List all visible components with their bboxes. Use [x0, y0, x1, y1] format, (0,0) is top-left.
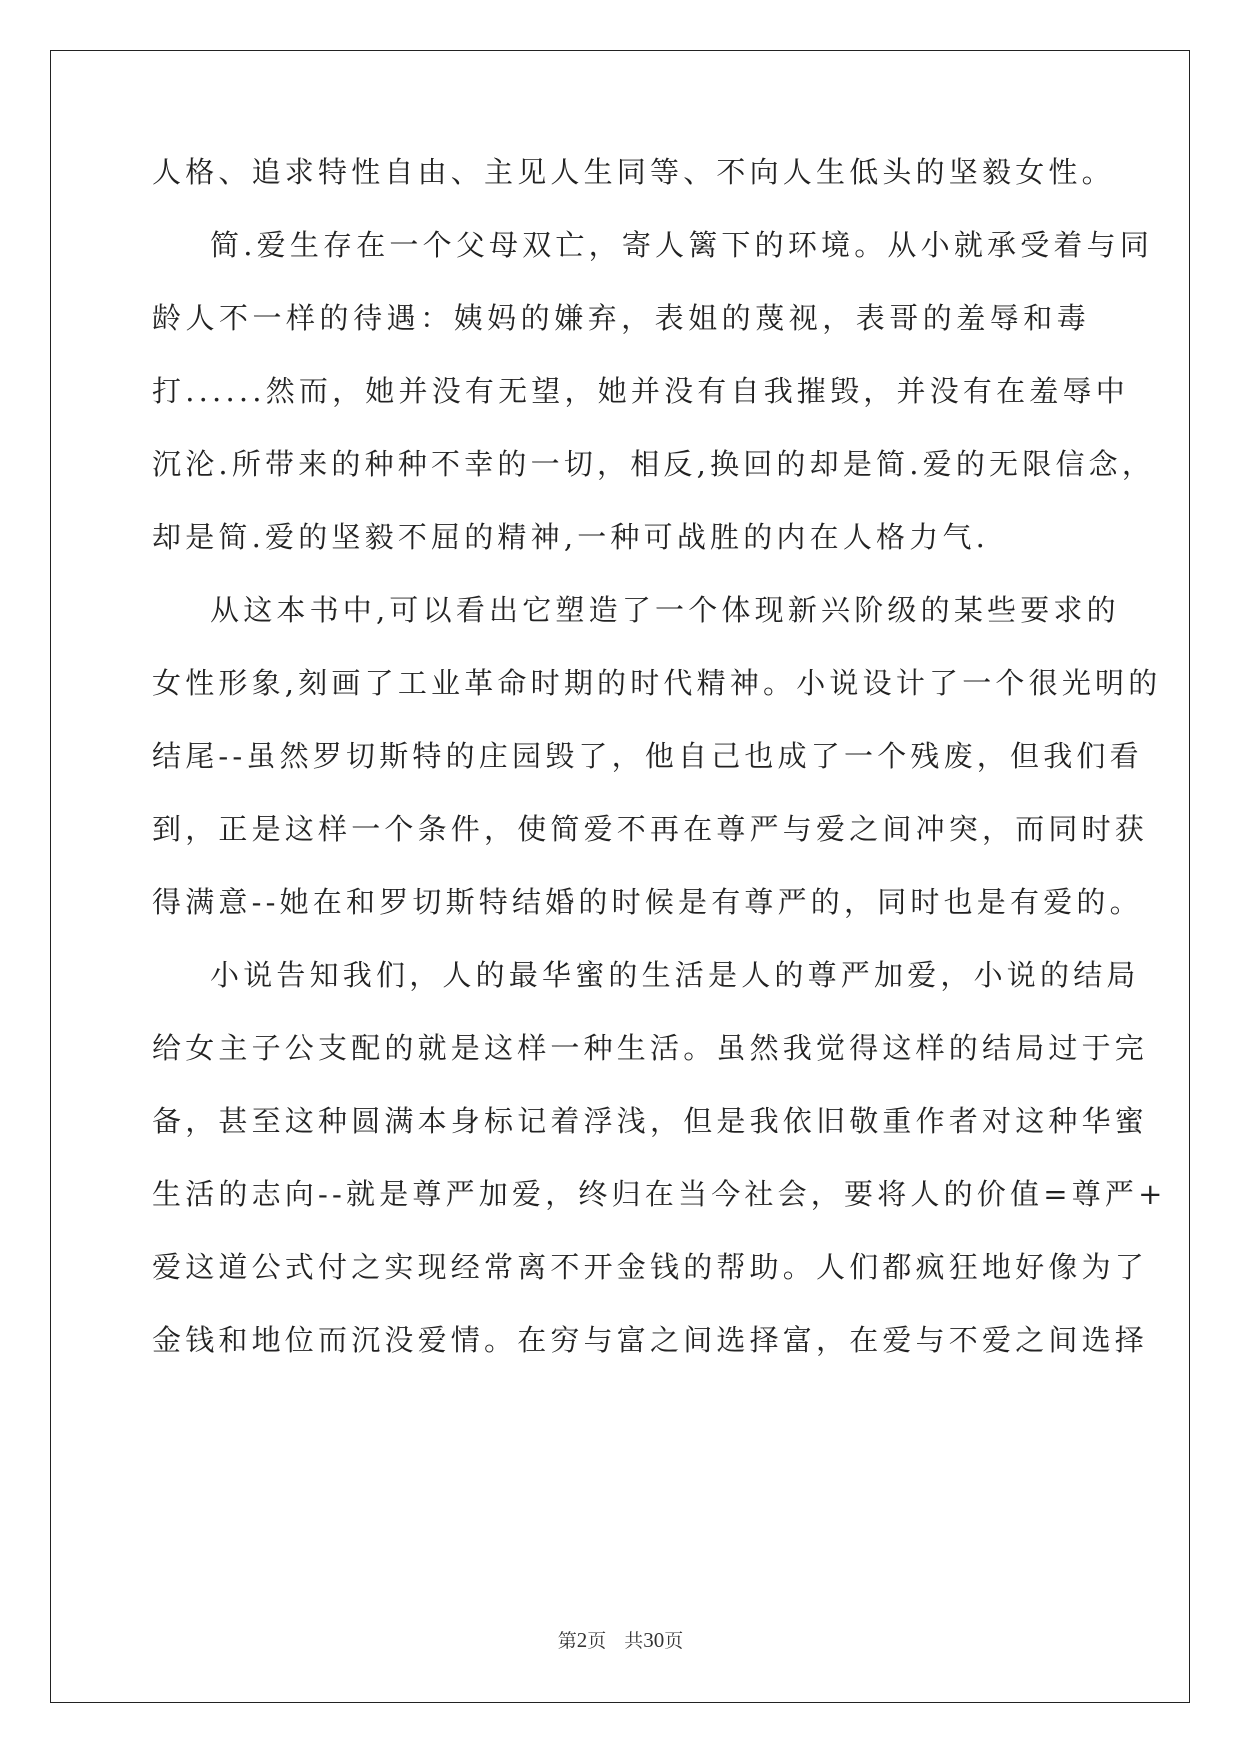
paragraph-line: 简.爱生存在一个父母双亡，寄人篱下的环境。从小就承受着与同: [210, 228, 1154, 262]
footer-total-prefix: 共: [624, 1630, 644, 1652]
paragraph-line: 却是简.爱的坚毅不屈的精神,一种可战胜的内在人格力气.: [152, 520, 990, 554]
paragraph-line: 给女主子公支配的就是这样一种生活。虽然我觉得这样的结局过于完: [152, 1031, 1149, 1065]
paragraph-line: 生活的志向--就是尊严加爱，终归在当今社会，要将人的价值=尊严+: [152, 1177, 1167, 1211]
paragraph-line: 人格、追求特性自由、主见人生同等、不向人生低头的坚毅女性。: [152, 155, 1115, 189]
paragraph-line: 结尾--虽然罗切斯特的庄园毁了，他自己也成了一个残废，但我们看: [152, 739, 1143, 773]
footer-page-suffix: 页: [587, 1630, 607, 1652]
page-number: 2: [576, 1628, 588, 1652]
paragraph-line: 到，正是这样一个条件，使简爱不再在尊严与爱之间冲突，而同时获: [152, 812, 1149, 846]
footer-prefix: 第: [557, 1630, 577, 1652]
paragraph-line: 得满意--她在和罗切斯特结婚的时候是有尊严的，同时也是有爱的。: [152, 885, 1143, 919]
paragraph-line: 女性形象,刻画了工业革命时期的时代精神。小说设计了一个很光明的: [152, 666, 1162, 700]
page-footer: [0, 1626, 1241, 1653]
total-pages: 30: [643, 1628, 665, 1652]
paragraph-line: 从这本书中,可以看出它塑造了一个体现新兴阶级的某些要求的: [210, 593, 1120, 627]
paragraph-line: 龄人不一样的待遇：姨妈的嫌弃，表姐的蔑视，表哥的羞辱和毒: [152, 301, 1090, 335]
footer-total-suffix: 页: [664, 1630, 684, 1652]
paragraph-line: 金钱和地位而沉没爱情。在穷与富之间选择富，在爱与不爱之间选择: [152, 1323, 1149, 1357]
paragraph-line: 爱这道公式付之实现经常离不开金钱的帮助。人们都疯狂地好像为了: [152, 1250, 1149, 1284]
paragraph-line: 备，甚至这种圆满本身标记着浮浅，但是我依旧敬重作者对这种华蜜: [152, 1104, 1149, 1138]
paragraph-line: 打......然而，她并没有无望，她并没有自我摧毁，并没有在羞辱中: [152, 374, 1129, 408]
paragraph-line: 沉沦.所带来的种种不幸的一切，相反,换回的却是简.爱的无限信念，: [152, 447, 1156, 481]
paragraph-line: 小说告知我们，人的最华蜜的生活是人的尊严加爱，小说的结局: [210, 958, 1140, 992]
